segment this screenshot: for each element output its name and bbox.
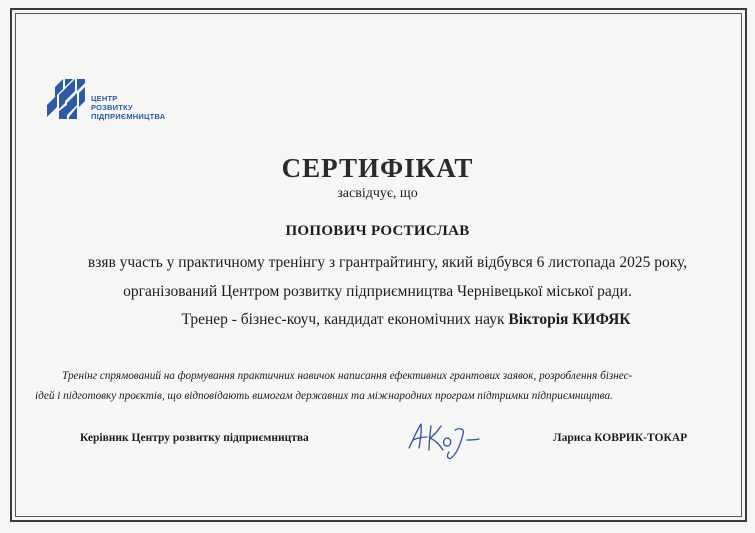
- organizer-text: організований Центром розвитку підприємництва Чернівецької міської ради.: [123, 283, 632, 300]
- trainer-prefix: Тренер - бізнес-коуч, кандидат економічних наук: [181, 311, 509, 328]
- handwritten-signature-icon: [403, 418, 493, 462]
- logo-wordmark: [91, 94, 165, 121]
- certificate-title: СЕРТИФІКАТ: [281, 153, 474, 183]
- certificate-subtitle: засвідчує, що: [337, 186, 418, 201]
- recipient-name: ПОПОВИЧ РОСТИСЛАВ: [285, 223, 470, 239]
- center-logo: [47, 77, 197, 125]
- logo-line-1: ЦЕНТР: [91, 94, 118, 103]
- trainer-text: [0, 311, 755, 329]
- director-name: Лариса КОВРИК-ТОКАР: [553, 432, 688, 444]
- logo-line-3: ПІДПРИЄМНИЦТВА: [91, 112, 166, 121]
- trainer-name: Вікторія КИФЯК: [508, 311, 631, 328]
- director-title: Керівник Центру розвитку підприємництва: [80, 432, 309, 444]
- note-line-1: Тренінг спрямований на формування практичних навичок написання ефективних грантових заявок, розроблення бізнес-: [62, 370, 633, 382]
- participation-text: взяв участь у практичному тренінгу з грантрайтингу, який відбувся 6 листопада 2025 року,: [87, 254, 688, 271]
- note-line-2: ідей і підготовку проєктів, що відповідають вимогам державних та міжнародних програм підтримки підприємництва.: [35, 390, 613, 402]
- logo-mark-icon: [47, 77, 87, 121]
- logo-line-2: РОЗВИТКУ: [91, 103, 133, 112]
